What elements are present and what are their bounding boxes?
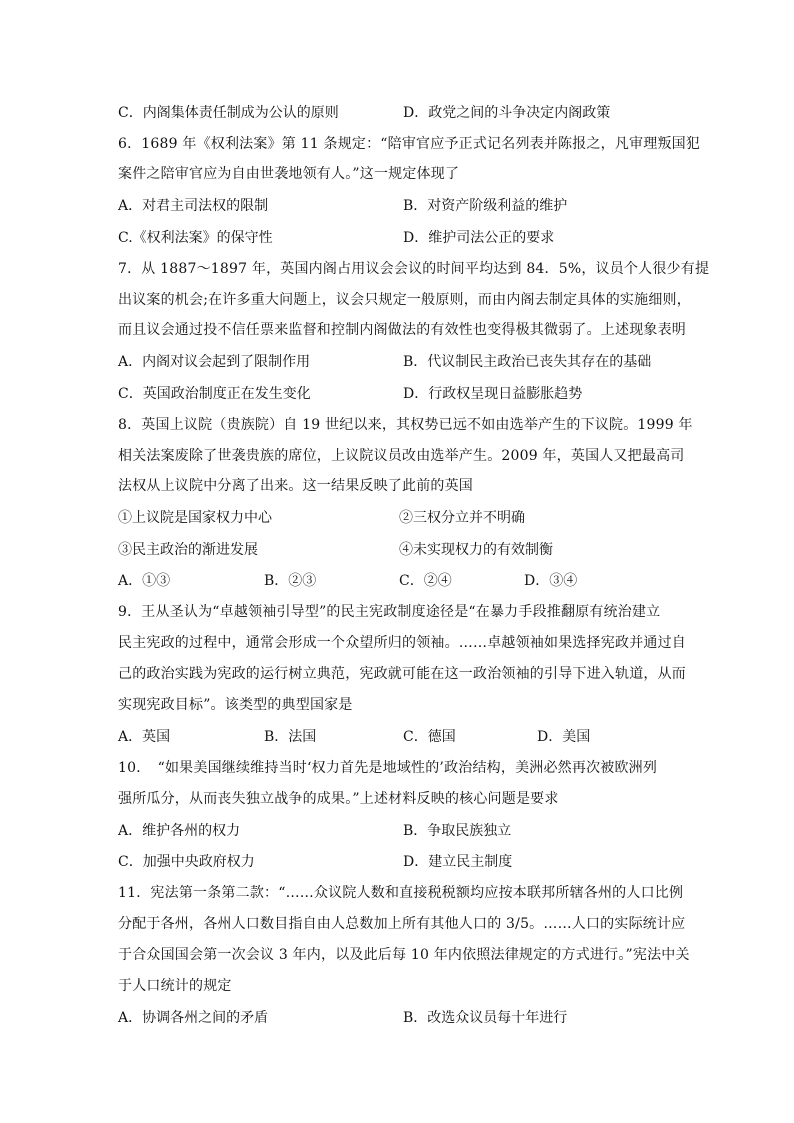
q9-stem-line: 实现宪政目标”。该类型的典型国家是 (118, 697, 353, 713)
q6-option-a: A．对君主司法权的限制 (118, 198, 269, 214)
q10-option-d: D．建立民主制度 (403, 854, 513, 870)
q6-stem-line: 案件之陪审官应为自由世袭地领有人。”这一规定体现了 (118, 166, 460, 182)
q9-option-c: C．德国 (403, 729, 456, 745)
q7-option-a: A．内阁对议会起到了限制作用 (118, 354, 311, 370)
q8-option-d: D．③④ (524, 573, 578, 589)
q6-option-b: B．对资产阶级利益的维护 (403, 198, 568, 214)
q7-stem-line: 7．从 1887～1897 年，英国内阁占用议会会议的时间平均达到 84．5%，议员个人很少有提 (118, 261, 710, 277)
q7-stem-line: 出议案的机会;在许多重大问题上，议会只规定一般原则，而由内阁去制定具体的实施细则， (118, 292, 691, 308)
q10-option-b: B．争取民族独立 (403, 823, 512, 839)
q6-option-c: C.《权利法案》的保守性 (118, 230, 273, 246)
q11-option-b: B．改选众议员每十年进行 (403, 1010, 568, 1026)
q9-stem-line: 己的政治实践为宪政的运行树立典范，宪政就可能在这一政治领袖的引导下进入轨道，从而 (118, 666, 686, 682)
q8-option-b: B．②③ (264, 573, 317, 589)
q11-option-a: A．协调各州之间的矛盾 (118, 1010, 269, 1026)
q6-stem-line: 6．1689 年《权利法案》第 11 条规定：“陪审官应予正式记名列表并陈报之，凡审理叛国犯 (118, 136, 701, 152)
q7-stem-line: 而且议会通过投不信任票来监督和控制内阁做法的有效性也变得极其微弱了。上述现象表明 (118, 322, 686, 338)
q7-option-b: B．代议制民主政治已丧失其存在的基础 (403, 354, 652, 370)
q8-item-3: ③民主政治的渐进发展 (118, 542, 258, 558)
q8-item-2: ②三权分立并不明确 (399, 510, 525, 526)
q6-option-d: D．维护司法公正的要求 (403, 230, 555, 246)
q9-option-a: A．英国 (118, 729, 171, 745)
q10-stem-line: 强所瓜分，从而丧失独立战争的成果。”上述材料反映的核心问题是要求 (118, 791, 559, 807)
q10-stem-line: 10． “如果美国继续维持当时‘权力首先是地域性的’政治结构，美洲必然再次被欧洲列 (118, 760, 658, 776)
q9-stem-line: 9．王从圣认为“卓越领袖引导型”的民主宪政制度途径是“在暴力手段推翻原有统治建立 (118, 604, 661, 620)
q11-stem-line: 11．宪法第一条第二款：“……众议院人数和直接税税额均应按本联邦所辖各州的人口比例 (118, 885, 684, 901)
q8-item-1: ①上议院是国家权力中心 (118, 510, 272, 526)
q10-option-a: A．维护各州的权力 (118, 823, 241, 839)
q10-option-c: C．加强中央政府权力 (118, 854, 255, 870)
q11-stem-line: 于合众国国会第一次会议 3 年内，以及此后每 10 年内依照法律规定的方式进行。”宪法中关 (118, 947, 690, 963)
q8-option-a: A．①③ (118, 573, 171, 589)
q8-stem-line: 相关法案废除了世袭贵族的席位，上议院议员改由选举产生。2009 年，英国人又把最高司 (118, 448, 685, 464)
q7-option-d: D．行政权呈现日益膨胀趋势 (403, 386, 583, 402)
q11-stem-line: 分配于各州，各州人口数目指自由人总数加上所有其他人口的 3/5。……人口的实际统计应 (118, 916, 686, 932)
q5-option-c: C．内阁集体责任制成为公认的原则 (118, 105, 339, 121)
q7-option-c: C．英国政治制度正在发生变化 (118, 386, 311, 402)
q5-option-d: D．政党之间的斗争决定内阁政策 (403, 105, 611, 121)
q8-item-4: ④未实现权力的有效制衡 (399, 542, 553, 558)
q9-option-d: D．美国 (537, 729, 591, 745)
q9-stem-line: 民主宪政的过程中，通常会形成一个众望所归的领袖。……卓越领袖如果选择宪政并通过自 (118, 635, 686, 651)
q8-option-c: C．②④ (399, 573, 452, 589)
q8-stem-line: 法权从上议院中分离了出来。这一结果反映了此前的英国 (118, 478, 473, 494)
q9-option-b: B．法国 (264, 729, 317, 745)
q11-stem-line: 于人口统计的规定 (118, 978, 232, 994)
q8-stem-line: 8．英国上议院（贵族院）自 19 世纪以来，其权势已远不如由选举产生的下议院。1999 年 (118, 417, 693, 433)
